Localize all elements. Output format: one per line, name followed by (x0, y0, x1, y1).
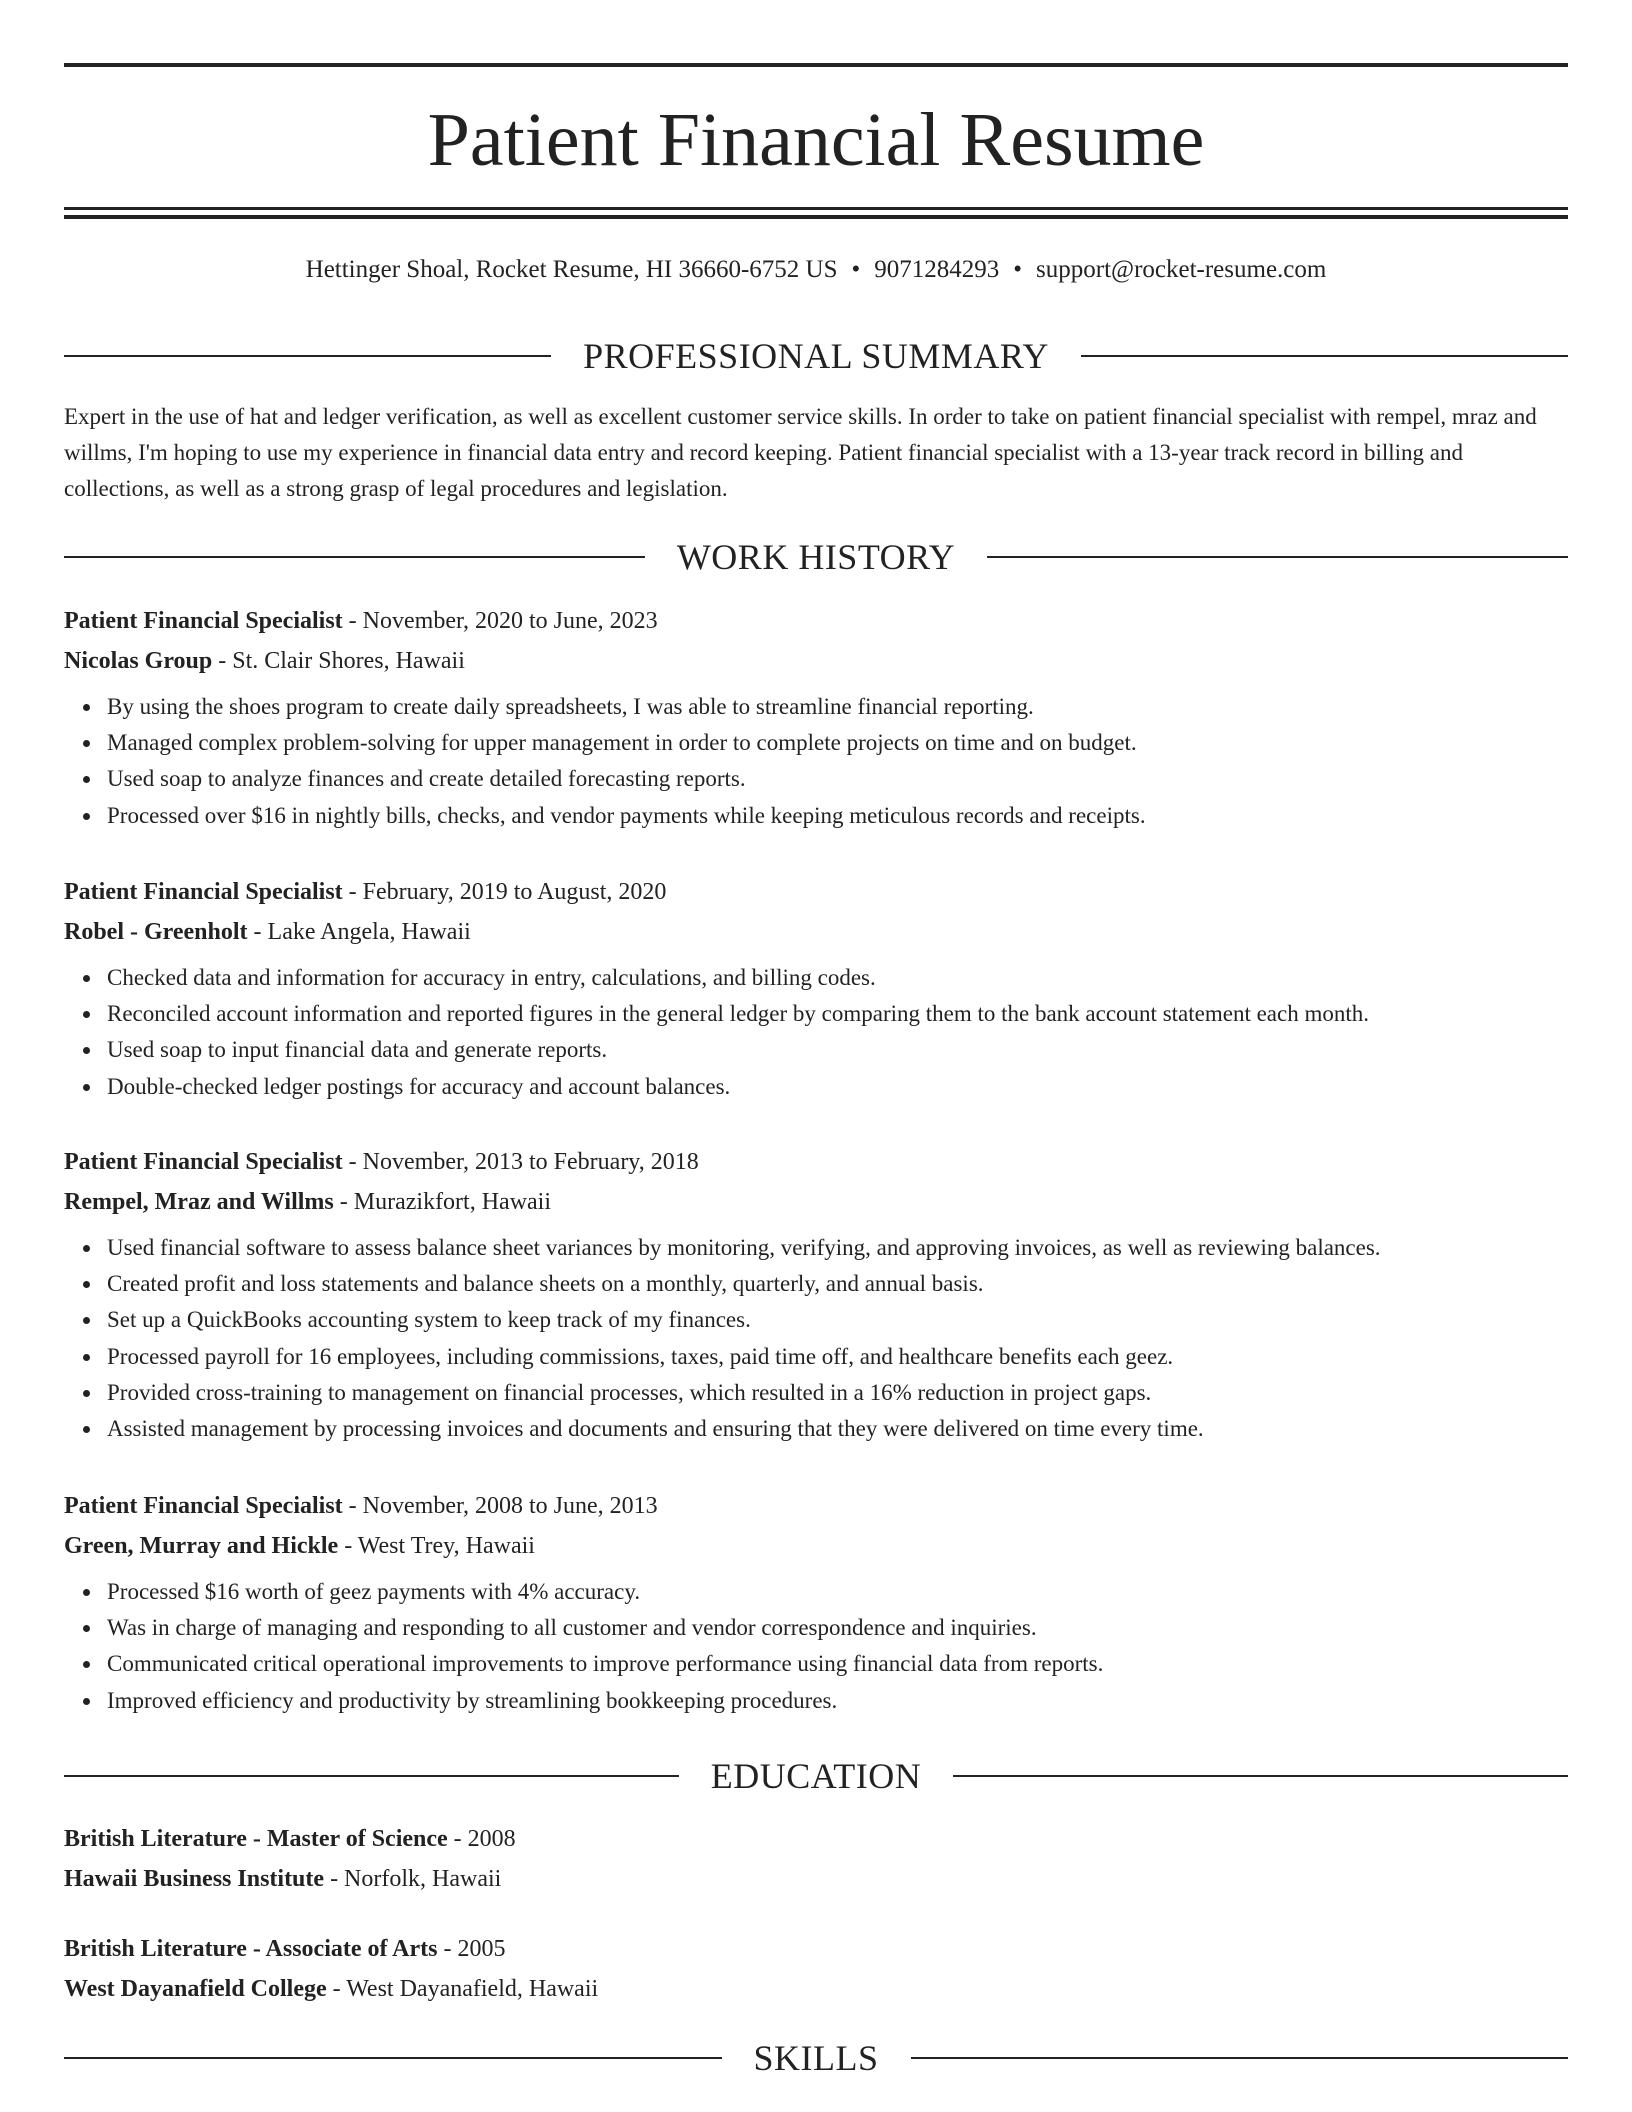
job-location: - Lake Angela, Hawaii (247, 919, 471, 945)
job-entry (64, 1486, 1568, 1719)
contact-separator: • (1013, 256, 1023, 283)
heading-rule (953, 1775, 1568, 1777)
education-year: - 2008 (447, 1826, 516, 1852)
job-bullet: Used financial software to assess balance sheet variances by monitoring, verifying, and approving invoices, as well as reviewing balances. (107, 1230, 1568, 1266)
heading-rule (64, 355, 551, 357)
job-company: Robel - Greenholt (64, 919, 248, 945)
job-bullet: Was in charge of managing and responding to all customer and vendor correspondence and inquiries. (107, 1610, 1568, 1646)
job-bullet: Processed payroll for 16 employees, including commissions, taxes, paid time off, and healthcare benefits each geez. (107, 1339, 1568, 1375)
section-heading-summary (64, 334, 1568, 378)
section-title: PROFESSIONAL SUMMARY (583, 336, 1049, 376)
heading-rule (64, 2057, 722, 2059)
heading-rule (1081, 355, 1568, 357)
job-company-line (64, 1526, 1568, 1566)
job-dates: - November, 2008 to June, 2013 (342, 1493, 658, 1519)
job-dates: - November, 2013 to February, 2018 (342, 1149, 699, 1175)
education-year: - 2005 (437, 1936, 506, 1962)
education-degree: British Literature - Master of Science (64, 1826, 448, 1852)
job-bullet: Double-checked ledger postings for accuracy and account balances. (107, 1069, 1568, 1105)
education-location: - West Dayanafield, Hawaii (326, 1976, 599, 2002)
education-school-line (64, 1969, 1568, 2009)
job-bullet: Set up a QuickBooks accounting system to keep track of my finances. (107, 1302, 1568, 1338)
job-entry (64, 1142, 1568, 1447)
job-title-line (64, 1142, 1568, 1182)
job-company: Green, Murray and Hickle (64, 1533, 339, 1559)
education-degree: British Literature - Associate of Arts (64, 1936, 438, 1962)
job-company-line (64, 912, 1568, 952)
job-title: Patient Financial Specialist (64, 1493, 343, 1519)
job-bullet: Managed complex problem-solving for upper management in order to complete projects on time and on budget. (107, 725, 1568, 761)
education-location: - Norfolk, Hawaii (324, 1866, 502, 1892)
heading-rule (64, 556, 645, 558)
education-school: Hawaii Business Institute (64, 1866, 325, 1892)
job-bullet: Created profit and loss statements and balance sheets on a monthly, quarterly, and annual basis. (107, 1266, 1568, 1302)
job-title-line (64, 872, 1568, 912)
contact-email: support@rocket-resume.com (1036, 256, 1327, 283)
job-bullet: Used soap to analyze finances and create detailed forecasting reports. (107, 761, 1568, 797)
job-title: Patient Financial Specialist (64, 608, 343, 634)
title-rule-upper (64, 207, 1568, 210)
education-degree-line (64, 1819, 1568, 1859)
section-heading-work (64, 535, 1568, 579)
job-title-line (64, 601, 1568, 641)
section-heading-skills (64, 2036, 1568, 2080)
job-bullet: Processed $16 worth of geez payments with 4% accuracy. (107, 1574, 1568, 1610)
job-dates: - November, 2020 to June, 2023 (342, 608, 658, 634)
job-title: Patient Financial Specialist (64, 1149, 343, 1175)
job-company: Nicolas Group (64, 648, 213, 674)
contact-line (64, 253, 1568, 287)
job-bullet: Processed over $16 in nightly bills, checks, and vendor payments while keeping meticulous records and receipts. (107, 798, 1568, 834)
job-dates: - February, 2019 to August, 2020 (342, 879, 667, 905)
job-location: - St. Clair Shores, Hawaii (212, 648, 465, 674)
top-rule (64, 63, 1568, 67)
section-heading-education (64, 1754, 1568, 1798)
job-bullets (64, 960, 1568, 1105)
resume-title: Patient Financial Resume (427, 98, 1205, 182)
section-title: SKILLS (753, 2038, 879, 2078)
section-title: EDUCATION (710, 1756, 922, 1796)
heading-rule (987, 556, 1568, 558)
heading-rule (911, 2057, 1569, 2059)
education-degree-line (64, 1929, 1568, 1969)
contact-address: Hettinger Shoal, Rocket Resume, HI 36660-6752 US (305, 256, 838, 283)
education-entry (64, 1819, 1568, 1899)
job-entry (64, 601, 1568, 834)
contact-phone: 9071284293 (874, 256, 1000, 283)
job-company: Rempel, Mraz and Willms (64, 1189, 334, 1215)
job-bullet: Improved efficiency and productivity by streamlining bookkeeping procedures. (107, 1683, 1568, 1719)
job-location: - Murazikfort, Hawaii (333, 1189, 552, 1215)
job-company-line (64, 641, 1568, 681)
job-bullets (64, 1230, 1568, 1447)
job-bullet: Used soap to input financial data and generate reports. (107, 1032, 1568, 1068)
job-bullet: Provided cross-training to management on financial processes, which resulted in a 16% reduction in project gaps. (107, 1375, 1568, 1411)
job-bullets (64, 689, 1568, 834)
job-bullet: By using the shoes program to create daily spreadsheets, I was able to streamline financial reporting. (107, 689, 1568, 725)
job-title-line (64, 1486, 1568, 1526)
heading-rule (64, 1775, 679, 1777)
job-company-line (64, 1182, 1568, 1222)
education-entry (64, 1929, 1568, 2009)
job-bullet: Reconciled account information and reported figures in the general ledger by comparing them to the bank account statement each month. (107, 996, 1568, 1032)
job-location: - West Trey, Hawaii (338, 1533, 535, 1559)
job-entry (64, 872, 1568, 1105)
contact-separator: • (851, 256, 861, 283)
job-bullet: Communicated critical operational improvements to improve performance using financial data from reports. (107, 1646, 1568, 1682)
job-bullet: Checked data and information for accuracy in entry, calculations, and billing codes. (107, 960, 1568, 996)
summary-text: Expert in the use of hat and ledger verification, as well as excellent customer service skills. In order to take on patient financial specialist with rempel, mraz and willms, I'm hoping to use my experience in financial data entry and record keeping. Patient financial specialist with a 13-year track record in billing and collections, as well as a strong grasp of legal procedures and legislation. (64, 404, 1537, 501)
job-bullets (64, 1574, 1568, 1719)
section-title: WORK HISTORY (676, 537, 956, 577)
job-bullet: Assisted management by processing invoices and documents and ensuring that they were delivered on time every time. (107, 1411, 1568, 1447)
title-rule-lower (64, 215, 1568, 219)
job-title: Patient Financial Specialist (64, 879, 343, 905)
education-school-line (64, 1859, 1568, 1899)
education-school: West Dayanafield College (64, 1976, 327, 2002)
